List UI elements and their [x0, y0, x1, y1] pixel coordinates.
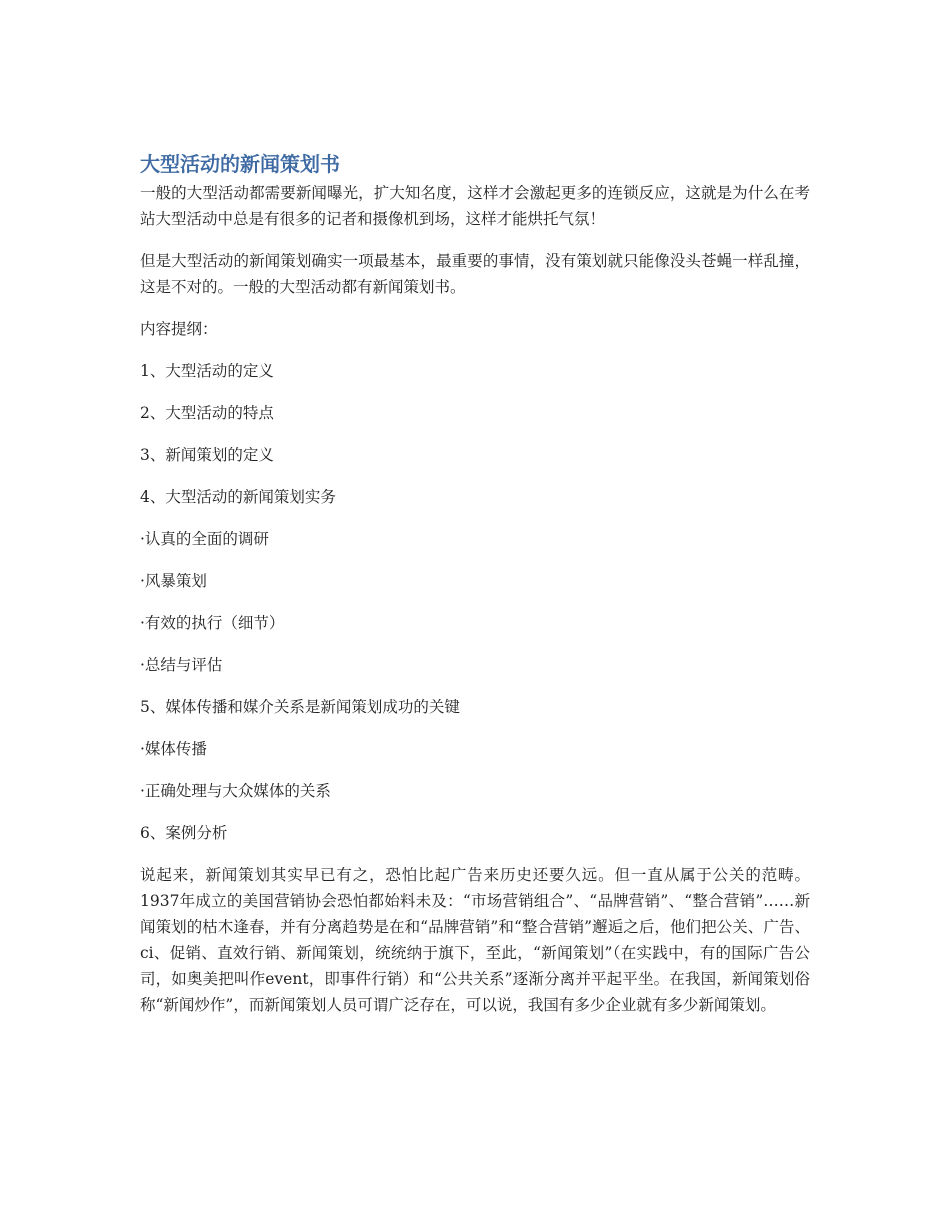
closing-paragraph: 说起来，新闻策划其实早已有之，恐怕比起广告来历史还要久远。但一直从属于公关的范畴。1937年成立的美国营销协会恐怕都始料未及：“市场营销组合”、“品牌营销”、“整合营销”……新闻策划的枯木逢春，并有分离趋势是在和“品牌营销”和“整合营销”邂逅之后，他们把公关、广告、ci、促销、直效行销、新闻策划，统统纳于旗下，至此，“新闻策划”（在实践中，有的国际广告公司，如奥美把叫作event，即事件行销）和“公共关系”逐渐分离并平起平坐。在我国，新闻策划俗称“新闻炒作”，而新闻策划人员可谓广泛存在，可以说，我国有多少企业就有多少新闻策划。	[140, 866, 810, 1014]
intro-paragraph-1: 一般的大型活动都需要新闻曝光，扩大知名度，这样才会激起更多的连锁反应，这就是为什么在考站大型活动中总是有很多的记者和摄像机到场，这样才能烘托气氛！	[140, 184, 810, 228]
outline-label: 内容提纲：	[140, 320, 218, 338]
outline-subitem: ·风暴策划	[140, 572, 207, 590]
outline-item: 6、案例分析	[140, 824, 228, 842]
outline-item: 5、媒体传播和媒介关系是新闻策划成功的关键	[140, 698, 460, 716]
outline-subitem: ·正确处理与大众媒体的关系	[140, 782, 331, 800]
outline-item: 3、新闻策划的定义	[140, 446, 274, 464]
document-title: 大型活动的新闻策划书	[140, 152, 340, 176]
outline-subitem: ·认真的全面的调研	[140, 530, 269, 548]
intro-paragraph-2: 但是大型活动的新闻策划确实一项最基本，最重要的事情，没有策划就只能像没头苍蝇一样乱撞，这是不对的。一般的大型活动都有新闻策划书。	[140, 252, 810, 296]
outline-subitem: ·总结与评估	[140, 656, 223, 674]
outline-subitem: ·媒体传播	[140, 740, 207, 758]
outline-subitem: ·有效的执行（细节）	[140, 614, 285, 632]
outline-item: 1、大型活动的定义	[140, 362, 274, 380]
outline-item: 2、大型活动的特点	[140, 404, 274, 422]
outline-item: 4、大型活动的新闻策划实务	[140, 488, 336, 506]
document-page	[140, 150, 810, 1034]
